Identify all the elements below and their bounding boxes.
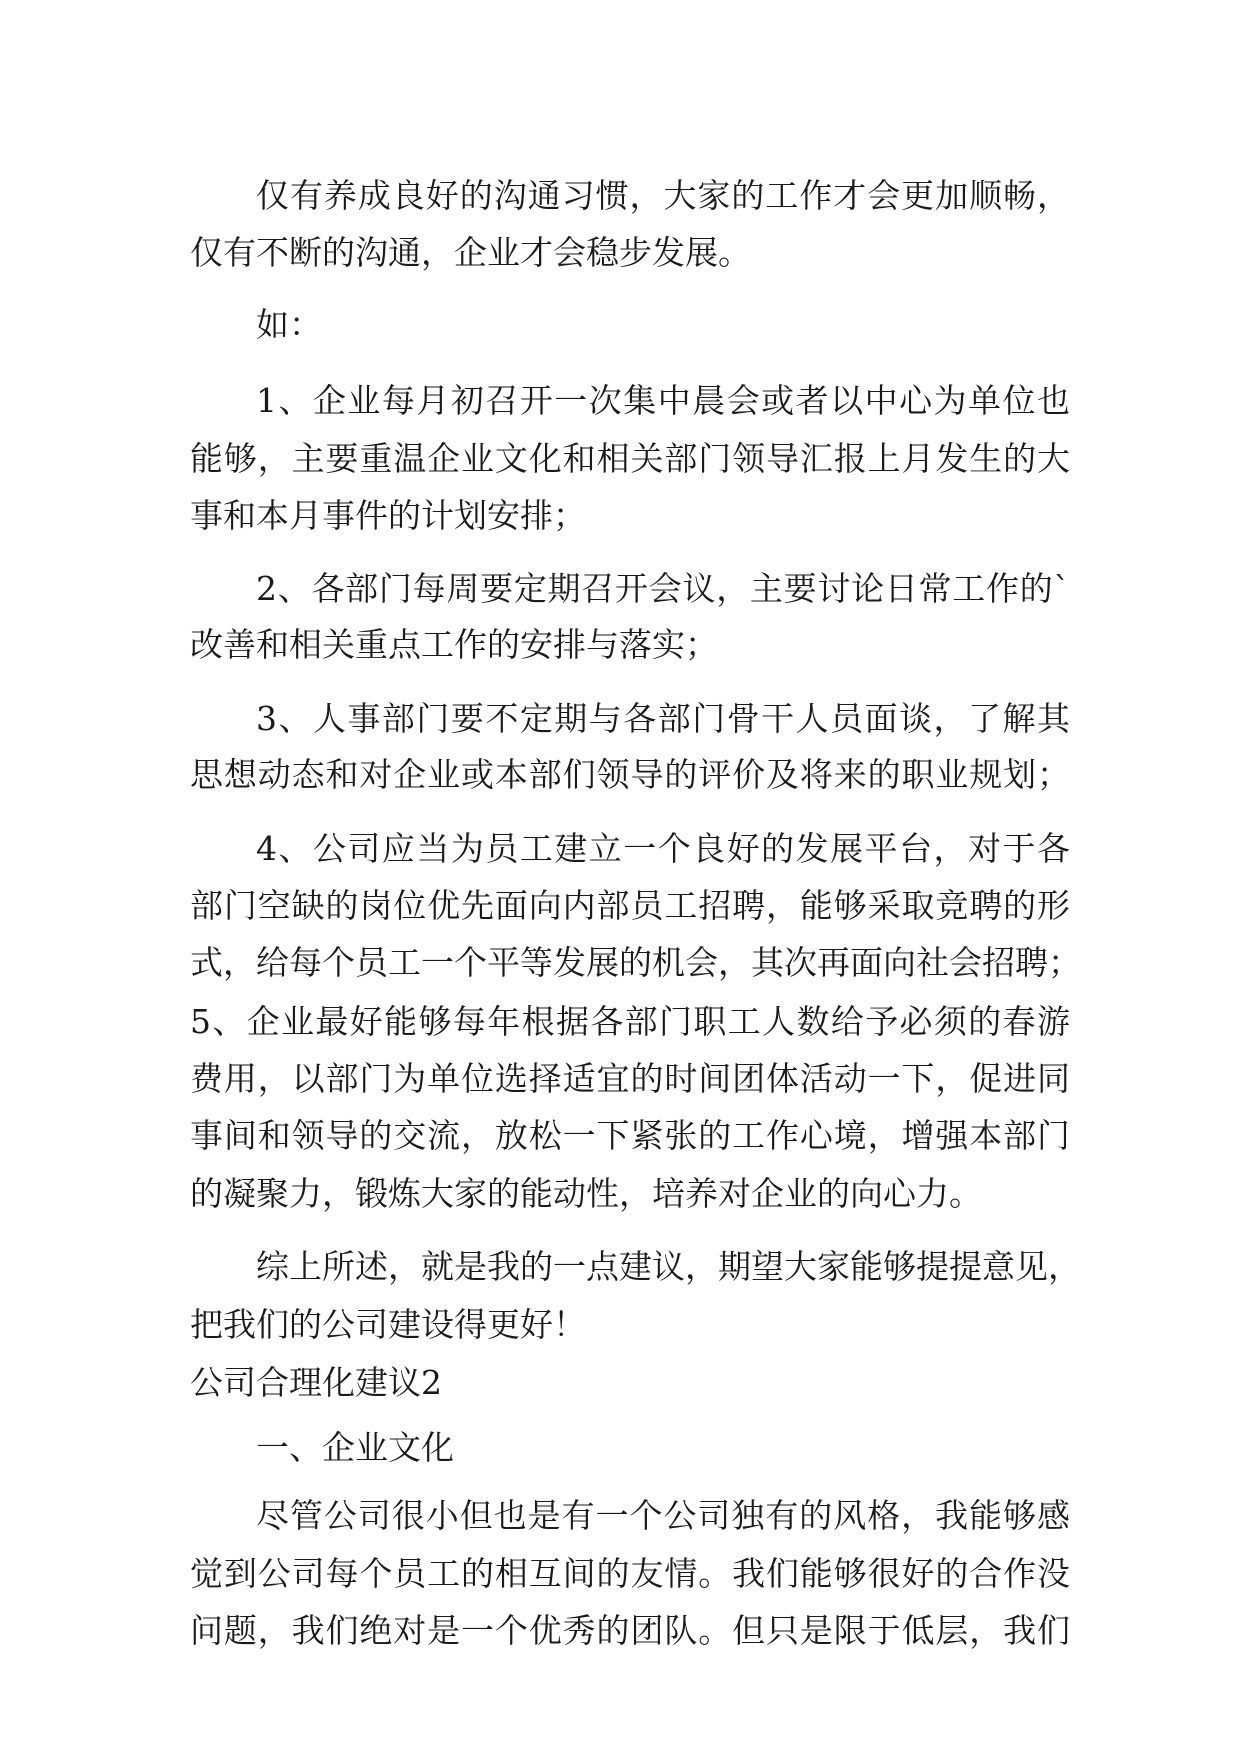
text-line: 思想动态和对企业或本部们领导的评价及将来的职业规划；: [190, 755, 1070, 794]
text-line: 部门空缺的岗位优先面向内部员工招聘，能够采取竞聘的形: [190, 886, 1070, 925]
text-line: 问题，我们绝对是一个优秀的团队。但只是限于低层，我们: [190, 1611, 1070, 1650]
text-line: 仅有不断的沟通，企业才会稳步发展。: [190, 233, 751, 272]
text-line: 如：: [256, 305, 322, 344]
text-line: 事间和领导的交流，放松一下紧张的工作心境，增强本部门: [190, 1116, 1070, 1155]
text-line: 事和本月事件的计划安排；: [190, 496, 586, 535]
text-line: 能够，主要重温企业文化和相关部门领导汇报上月发生的大: [190, 439, 1070, 478]
text-line: 式，给每个员工一个平等发展的机会，其次再面向社会招聘；: [190, 943, 1081, 982]
text-line: 尽管公司很小但也是有一个公司独有的风格，我能够感: [256, 1496, 1070, 1535]
text-line: 觉到公司每个员工的相互间的友情。我们能够很好的合作没: [190, 1554, 1070, 1593]
text-line: 仅有养成良好的沟通习惯，大家的工作才会更加顺畅，: [256, 176, 1070, 215]
subsection-heading: 一、企业文化: [256, 1428, 454, 1467]
text-line: 5、企业最好能够每年根据各部门职工人数给予必须的春游: [190, 1002, 1070, 1041]
text-line: 费用，以部门为单位选择适宜的时间团体活动一下，促进同: [190, 1059, 1070, 1098]
text-line: 3、人事部门要不定期与各部门骨干人员面谈，了解其: [256, 699, 1070, 738]
text-line: 1、企业每月初召开一次集中晨会或者以中心为单位也: [256, 381, 1070, 420]
text-line: 的凝聚力，锻炼大家的能动性，培养对企业的向心力。: [190, 1174, 982, 1213]
text-line: 把我们的公司建设得更好！: [190, 1305, 586, 1344]
text-line: 综上所述，就是我的一点建议，期望大家能够提提意见，: [256, 1247, 1081, 1286]
text-line: 2、各部门每周要定期召开会议，主要讨论日常工作的`: [256, 569, 1070, 608]
section-heading: 公司合理化建议2: [190, 1363, 442, 1402]
text-line: 改善和相关重点工作的安排与落实；: [190, 625, 718, 664]
text-line: 4、公司应当为员工建立一个良好的发展平台，对于各: [256, 829, 1070, 868]
